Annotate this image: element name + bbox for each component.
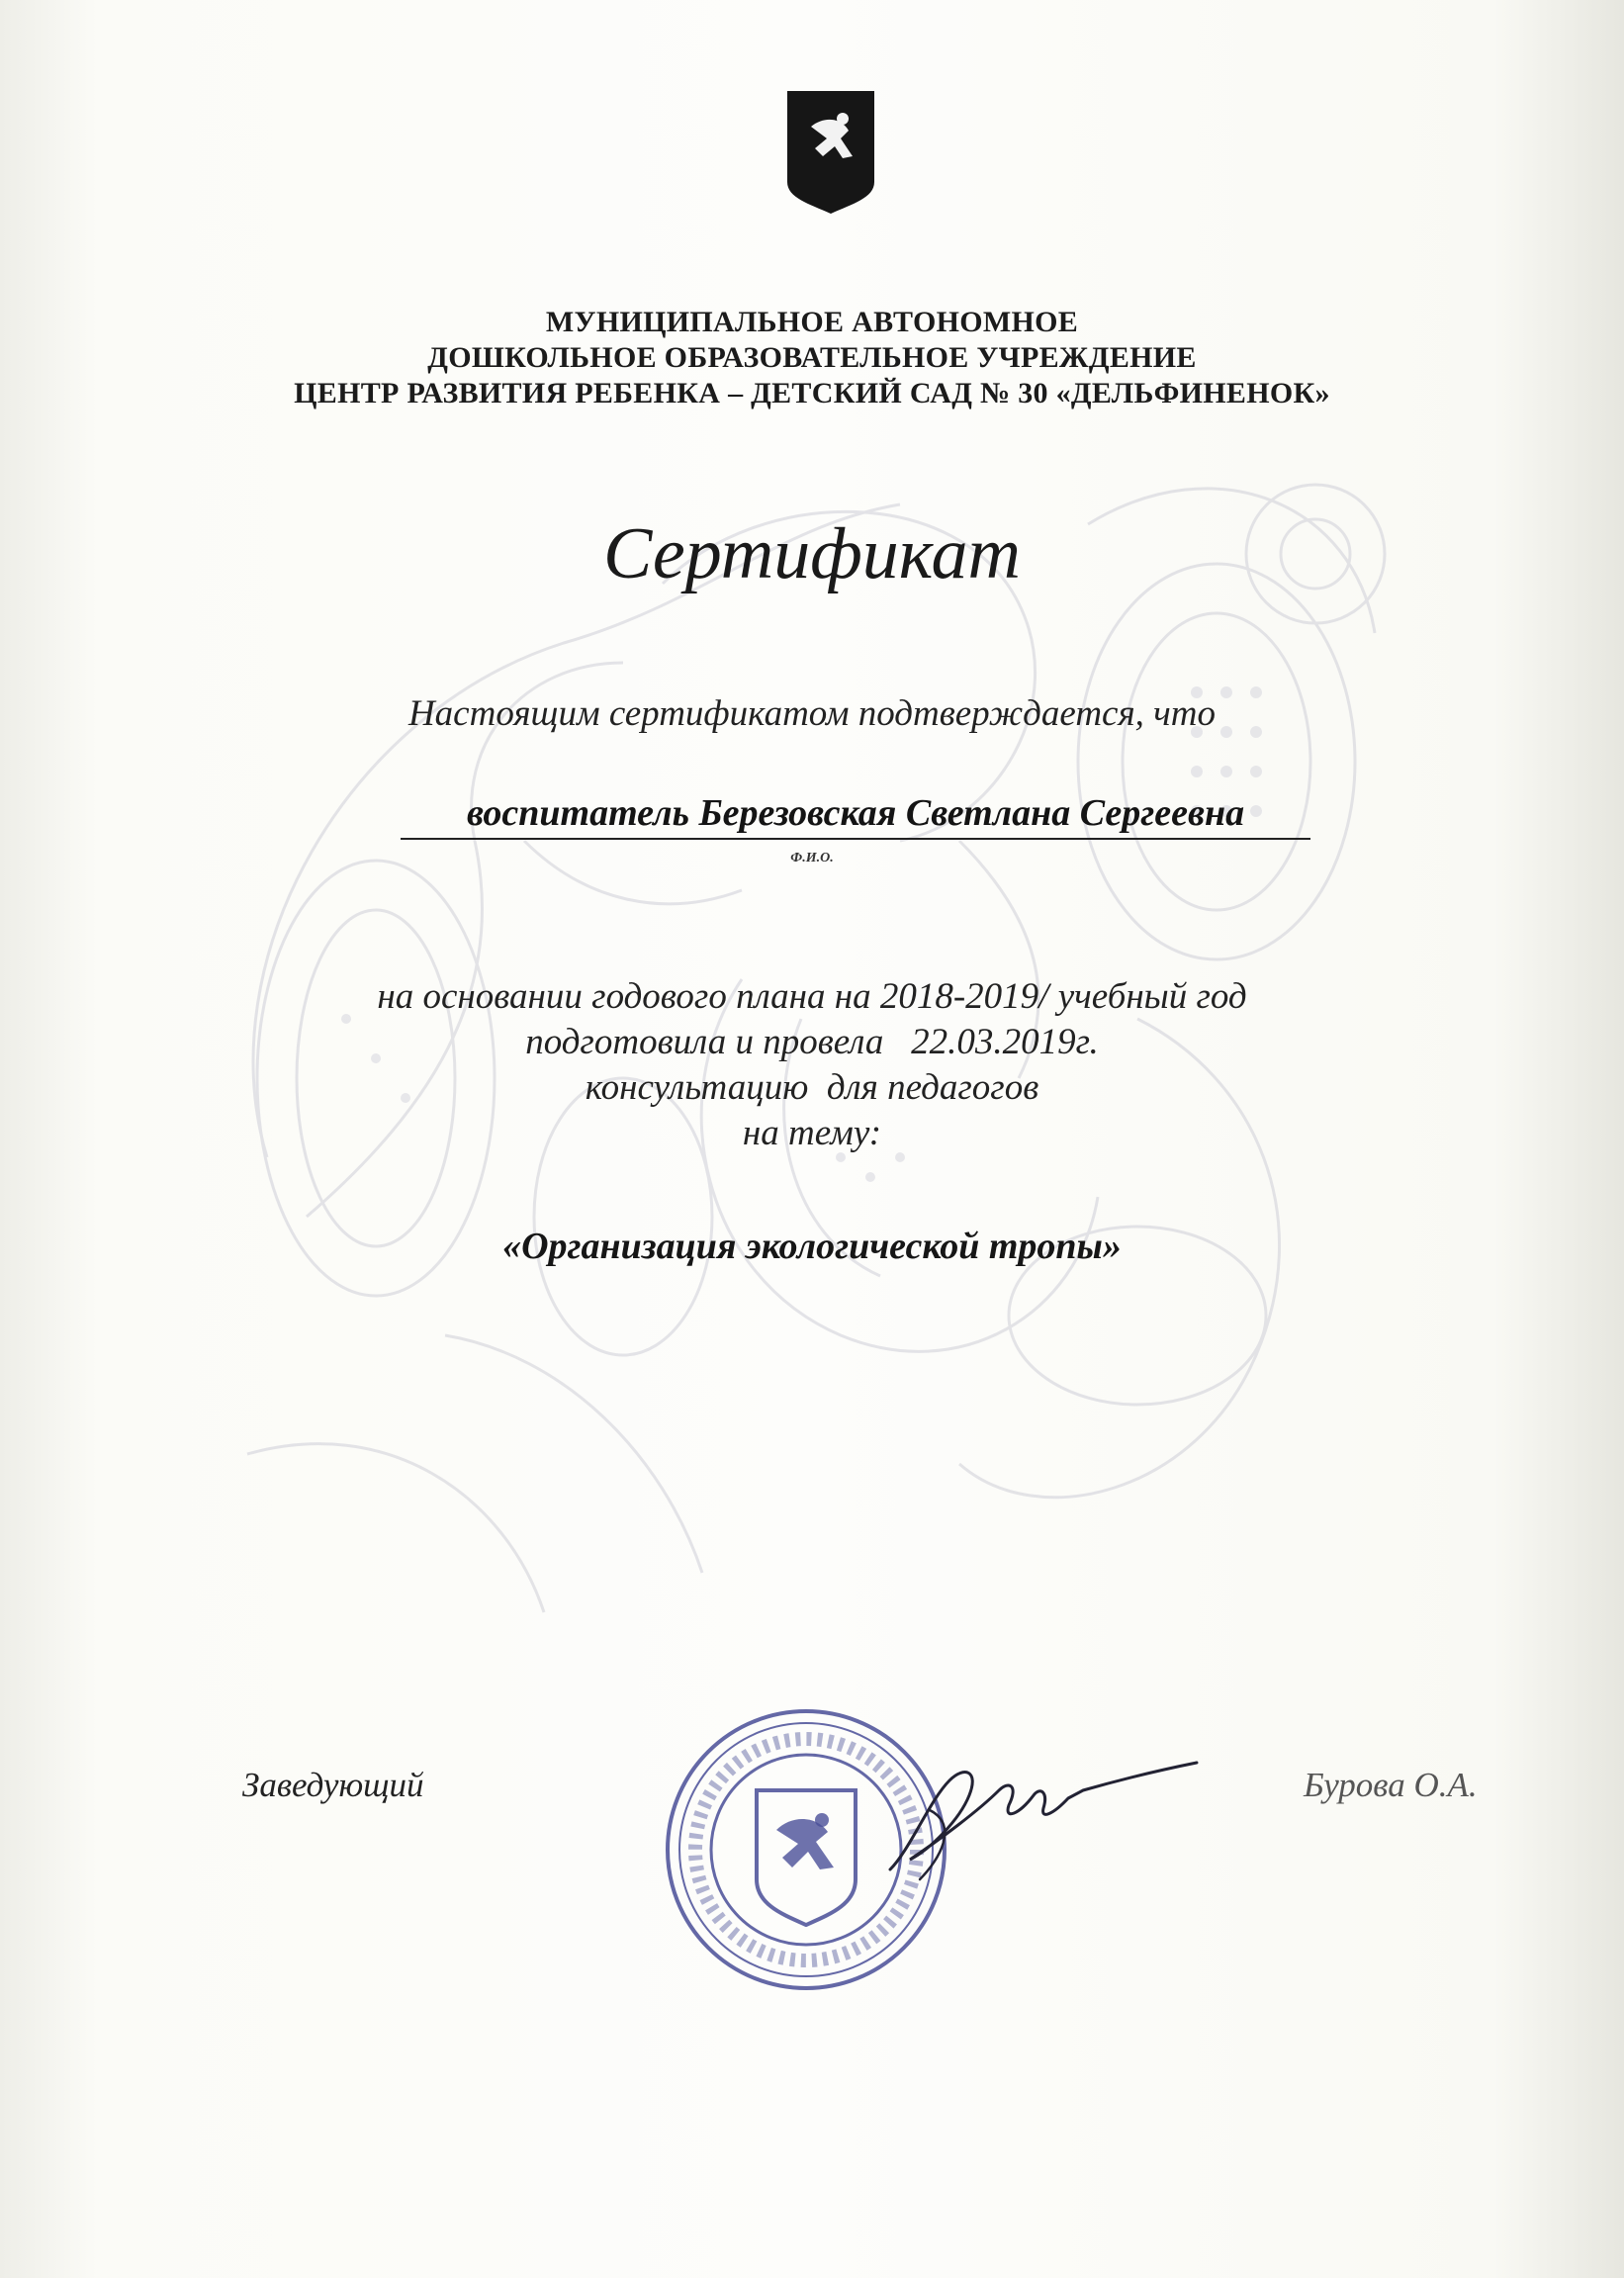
organization-name bbox=[148, 305, 1476, 411]
organization-line-1: МУНИЦИПАЛЬНОЕ АВТОНОМНОЕ bbox=[545, 306, 1079, 338]
city-coat-of-arms-icon bbox=[783, 87, 878, 216]
certificate-title: Сертификат bbox=[603, 513, 1021, 594]
signatory-position: Заведующий bbox=[242, 1766, 424, 1804]
recipient-caption: Ф.И.О. bbox=[790, 851, 834, 866]
body-line-2: подготовила и провела 22.03.2019г. bbox=[525, 1022, 1099, 1062]
handwritten-signature bbox=[870, 1741, 1207, 1889]
body-line-4: на тему: bbox=[742, 1113, 882, 1153]
body-line-3: консультацию для педагогов bbox=[585, 1067, 1039, 1108]
recipient-name: воспитатель Березовская Светлана Сергеевна bbox=[401, 791, 1310, 840]
certificate-body bbox=[0, 974, 1624, 1156]
consultation-topic: «Организация экологической тропы» bbox=[502, 1226, 1122, 1267]
signer-name: Бурова О.А. bbox=[1304, 1766, 1478, 1804]
confirmation-text: Настоящим сертификатом подтверждается, что bbox=[407, 693, 1217, 734]
organization-line-3: ЦЕНТР РАЗВИТИЯ РЕБЕНКА – ДЕТСКИЙ САД № 30 «ДЕЛЬФИНЕНОК» bbox=[294, 377, 1330, 410]
body-line-1: на основании годового плана на 2018-2019/ учебный год bbox=[377, 976, 1247, 1017]
organization-line-2: ДОШКОЛЬНОЕ ОБРАЗОВАТЕЛЬНОЕ УЧРЕЖДЕНИЕ bbox=[427, 341, 1197, 374]
